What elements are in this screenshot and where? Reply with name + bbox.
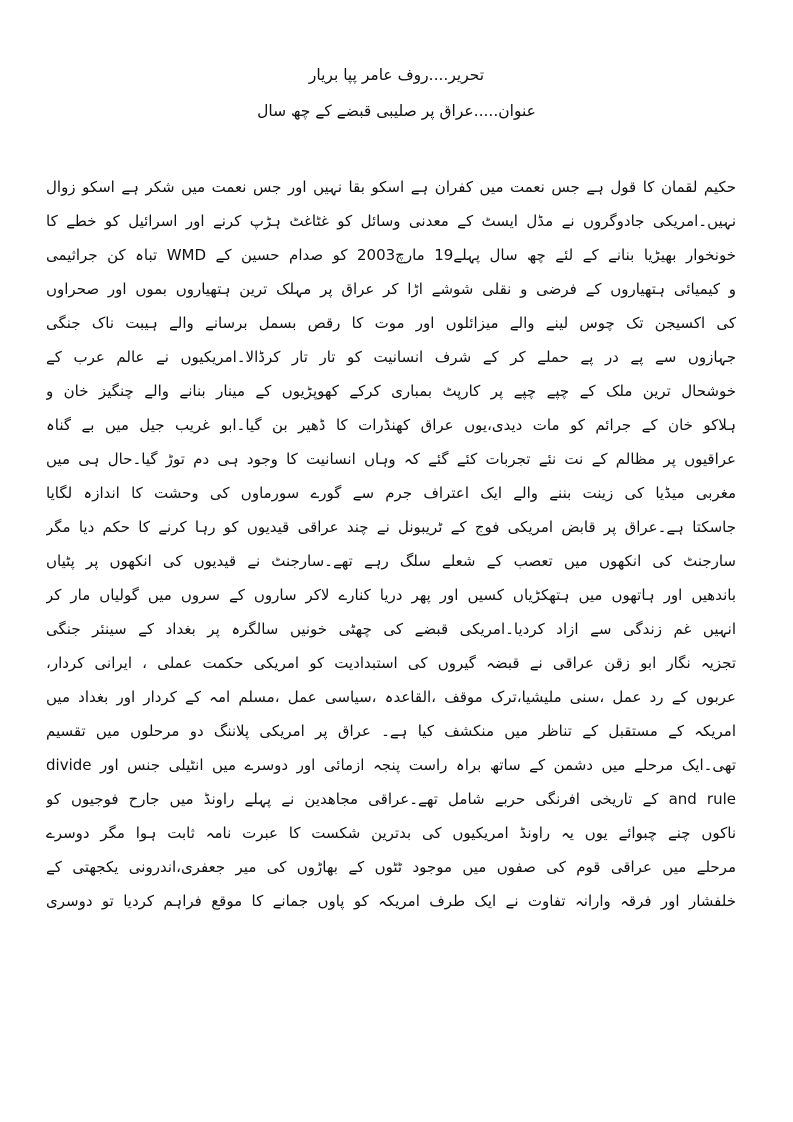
body-line: ناکوں چنے چبوائے یوں یہ راونڈ امریکیوں کی بدترین شکست کا عبرت نامہ ثابت ہوا مگر دوسرے	[46, 824, 736, 842]
body-line: ہلاکو خان کے جرائم کو مات دیدی،یوں عراق کھنڈرات کا ڈھیر بن گیا۔ابو غریب جیل میں بے گناہ	[46, 416, 736, 434]
body-line: مغربی میڈیا کی زینت بننے والے ایک اعتراف جرم سے گورے سورماوں کی وحشت کا اندازہ لگایا	[46, 484, 736, 502]
body-line: عراقیوں پر مظالم کے نت نئے تجربات کئے گئے کہ وہاں انسانیت کا وجود ہی دم توڑ گیا۔حال ہی میں	[46, 450, 736, 468]
body-line: and rule کے تاریخی افرنگی حربے شامل تھے۔عراقی مجاھدین نے پہلے راونڈ میں جارح فوجیوں کو	[46, 790, 736, 808]
body-line: جاسکتا ہے۔عراق پر قابض امریکی فوج کے ٹریبونل نے چند عراقی قیدیوں کو رہا کرنے کا حکم دیا مگر	[46, 518, 736, 536]
body-line: عربوں کے رد عمل ،سنی ملیشیا،ترک موقف ،القاعدہ ،سیاسی عمل ،مسلم امہ کے کردار اور بغداد میں	[46, 688, 736, 706]
body-line: نہیں۔امریکی جادوگروں نے مڈل ایسٹ کے معدنی وسائل کو غٹاغٹ ہڑپ کرنے اور اسرائیل کو خطے کا	[46, 212, 736, 230]
article-title: عنوان.....عراق پر صلیبی قبضے کے چھ سال	[257, 102, 536, 120]
body-line: و کیمیائی ہتھیاروں کے فرضی و نقلی شوشے اڑا کر عراق پر مہلک ترین ہتھیاروں بموں اور صحراوں	[46, 280, 736, 298]
body-line: خوشحال ترین ملک کے چپے چپے پر کارپٹ بمباری کرکے کھوپڑیوں کے مینار بنانے والے چنگیز خان و	[46, 382, 736, 400]
body-line: تجزیہ نگار ابو زقن عراقی نے قبضہ گیروں کی استبدادیت کو امریکی حکمت عملی ، ایرانی کردار،	[46, 654, 736, 672]
body-line: مرحلے میں عراقی قوم کی صفوں میں موجود ٹٹوں کے بھاڑوں کی میر جعفری،اندرونی یکجھتی کے	[46, 858, 736, 876]
author-line: تحریر....روف عامر پپا بریار	[308, 66, 485, 84]
article-body	[46, 170, 736, 918]
body-line: انہیں غم زندگی سے ازاد کردیا۔امریکی قبضے کی چھٹی خونیں سالگرہ پر بغداد کے سینئر جنگی	[46, 620, 736, 638]
body-line: خلفشار اور فرقہ وارانہ تفاوت نے ایک طرف امریکہ کو پاوں جمانے کا موقع فراہم کردیا تو دوسری	[46, 892, 736, 910]
body-line: امریکہ کے مستقبل کے تناظر میں منکشف کیا ہے۔ عراق پر امریکی پلاننگ دو مرحلوں میں تقسیم	[46, 722, 736, 740]
body-line: باندھیں اور ہاتھوں میں ہتھکڑیاں کسیں اور پھر دریا کنارے لاکر ساروں کے سروں میں گولیاں مار کر	[46, 586, 736, 604]
body-line: جہازوں سے پے در پے حملے کر کے شرف انسانیت کو تار تار کرڈالا۔امریکیوں نے عالم عرب کے	[46, 348, 736, 366]
body-line: تھی۔ایک مرحلے میں دشمن کے ساتھ براہ راست پنجہ ازمائی اور دوسرے میں انٹیلی جنس اور divide	[46, 756, 736, 774]
body-line: حکیم لقمان کا قول ہے جس نعمت میں کفران ہے اسکو بقا نہیں اور جس نعمت میں شکر ہے اسکو زوال	[46, 178, 736, 196]
body-line: کی اکسیجن تک چوس لینے والے میزائلوں اور موت کا رقص بسمل برسانے والے ہیبت ناک جنگی	[46, 314, 736, 332]
body-line: خونخوار بھیڑیا بنانے کے لئے چھ سال پہلے19 مارچ2003 کو صدام حسین کے WMD تباہ کن جراثیمی	[46, 246, 736, 264]
body-line: سارجنٹ کی انکھوں میں تعصب کے شعلے سلگ رہے تھے۔سارجنٹ نے قیدیوں کی انکھوں پر پٹیاں	[46, 552, 736, 570]
